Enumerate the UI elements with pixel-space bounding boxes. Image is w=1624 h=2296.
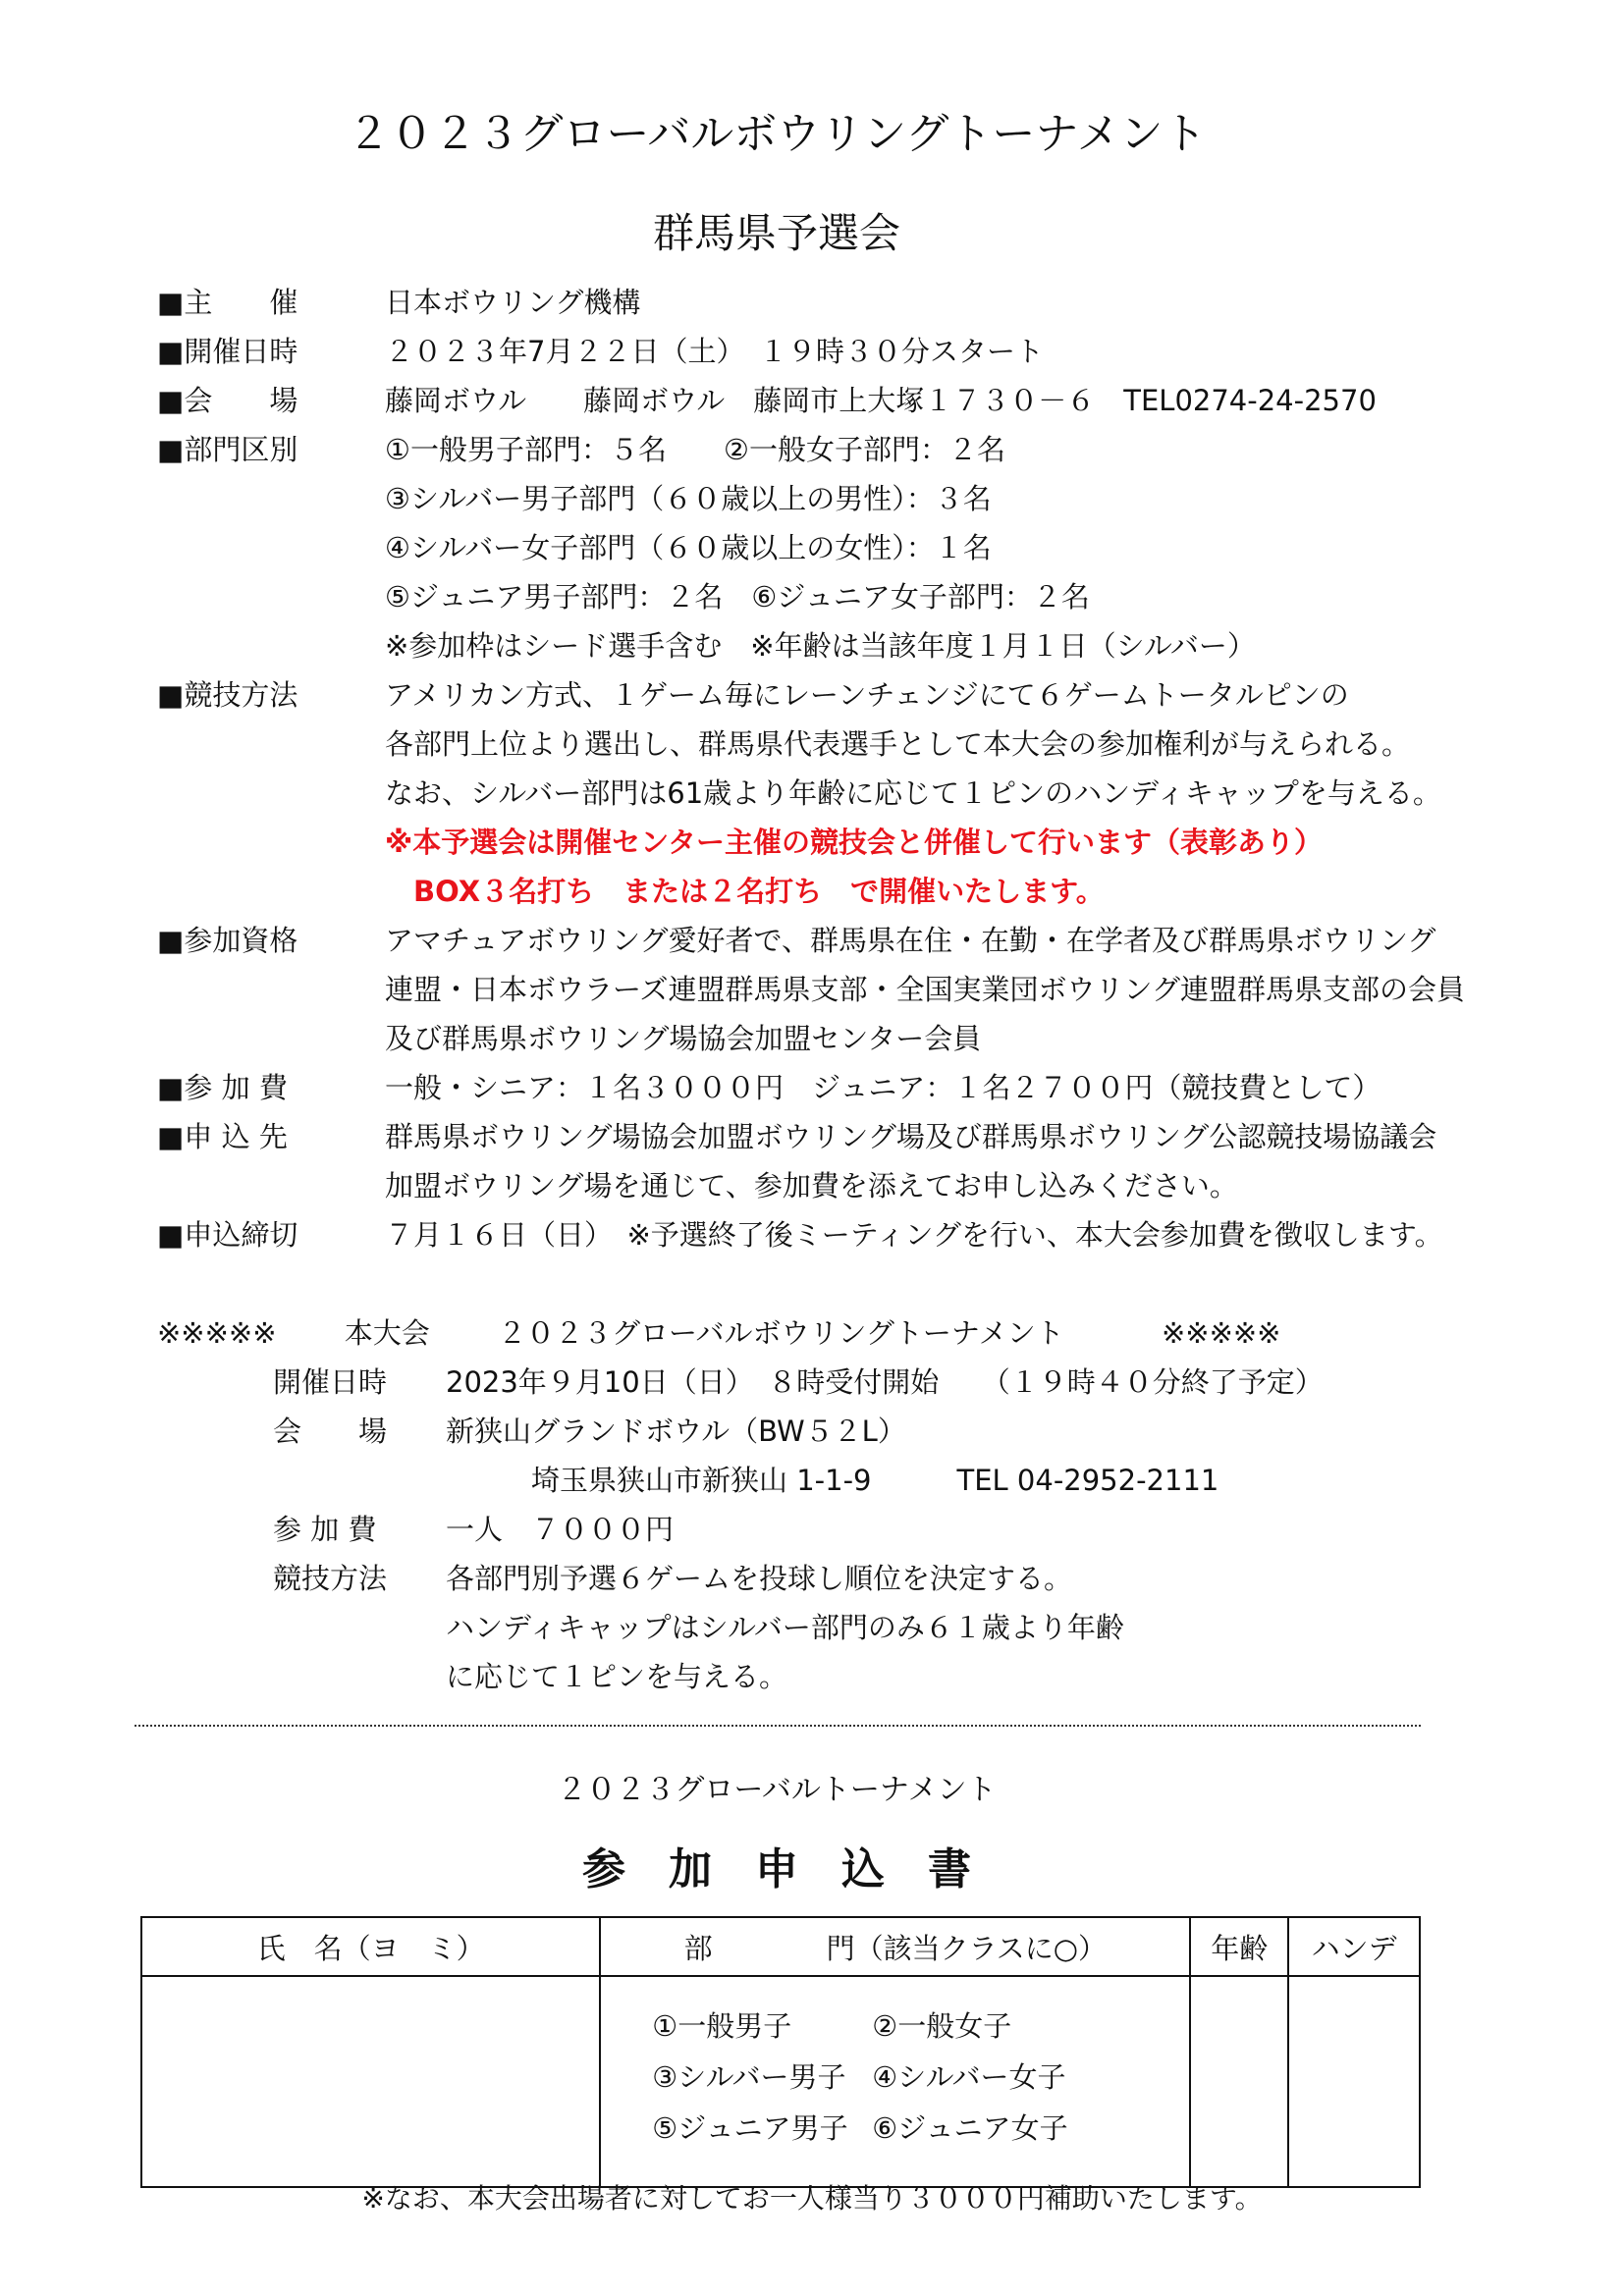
main-event-name: ２０２３グローバルボウリングトーナメント <box>497 1316 1064 1350</box>
column-header-name: 氏 名（ヨ ミ） <box>141 1917 600 1976</box>
detail-value: 藤岡ボウル 藤岡ボウル 藤岡市上大塚１７３０－６ TEL0274-24-2570 <box>385 384 1377 417</box>
page-subtitle: 群馬県予選会 <box>652 209 900 257</box>
division-option[interactable]: ⑥ジュニア女子 <box>872 2111 1068 2145</box>
detail-value: ⑤ジュニア男子部門：２名 ⑥ジュニア女子部門：２名 <box>385 580 1090 614</box>
cut-line-divider <box>135 1725 1421 1727</box>
detail-value: 連盟・日本ボウラーズ連盟群馬県支部・全国実業団ボウリング連盟群馬県支部の会員 <box>385 973 1465 1006</box>
main-event-row-label: 参 加 費 <box>273 1513 377 1546</box>
division-options-cell <box>600 1976 1190 2187</box>
division-option[interactable]: ③シルバー男子 <box>652 2060 846 2094</box>
main-event-header <box>157 1308 1280 1358</box>
main-event-row-value: 新狭山グランドボウル（BW５２L） <box>446 1415 906 1448</box>
main-event-label: 本大会 <box>344 1316 430 1350</box>
main-event-row-label: 競技方法 <box>273 1562 388 1595</box>
main-event-row-value: ハンディキャップはシルバー部門のみ６１歳より年齢 <box>446 1611 1124 1644</box>
column-header-age: 年齢 <box>1190 1917 1288 1976</box>
division-option[interactable]: ④シルバー女子 <box>872 2060 1066 2094</box>
main-event-row-value: 一人 ７０００円 <box>446 1513 675 1546</box>
detail-value: 群馬県ボウリング場協会加盟ボウリング場及び群馬県ボウリング公認競技場協議会 <box>385 1120 1437 1153</box>
asterisk-marks-right: ※※※※※ <box>1161 1316 1281 1350</box>
detail-value: ２０２３年7月２２日（土） １９時３０分スタート <box>385 335 1044 368</box>
name-entry-cell[interactable] <box>141 1976 600 2187</box>
detail-label: ■開催日時 <box>157 335 298 368</box>
form-heading: ２０２３グローバルトーナメント <box>557 1773 997 1807</box>
detail-label: ■申 込 先 <box>157 1120 288 1153</box>
asterisk-marks-left: ※※※※※ <box>157 1316 277 1350</box>
main-event-row-value: 埼玉県狭山市新狭山 1-1-9 TEL 04-2952-2111 <box>446 1464 1219 1497</box>
detail-value: 一般・シニア：１名３０００円 ジュニア：１名２７００円（競技費として） <box>385 1071 1381 1104</box>
handicap-entry-cell[interactable] <box>1288 1976 1420 2187</box>
division-option[interactable]: ⑤ジュニア男子 <box>652 2111 848 2145</box>
detail-value: なお、シルバー部門は61歳より年齢に応じて１ピンのハンディキャップを与える。 <box>385 776 1441 810</box>
detail-label: ■競技方法 <box>157 678 298 712</box>
detail-value: 及び群馬県ボウリング場協会加盟センター会員 <box>385 1022 982 1055</box>
form-header-row <box>141 1917 1420 1976</box>
division-option[interactable]: ②一般女子 <box>872 2009 1012 2043</box>
form-entry-row <box>141 1976 1420 2187</box>
notice-red: BOX３名打ち または２名打ち で開催いたします。 <box>385 875 1105 908</box>
application-form-table <box>140 1916 1421 2188</box>
detail-label: ■部門区別 <box>157 433 298 466</box>
division-option[interactable]: ①一般男子 <box>652 2009 792 2043</box>
main-event-row-label: 開催日時 <box>273 1365 388 1399</box>
detail-value: ③シルバー男子部門（６０歳以上の男性）：３名 <box>385 482 992 515</box>
detail-value: ※参加枠はシード選手含む ※年齢は当該年度１月１日（シルバー） <box>385 629 1256 663</box>
detail-label: ■参 加 費 <box>157 1071 288 1104</box>
form-title: 参 加 申 込 書 <box>582 1844 971 1895</box>
detail-value: ④シルバー女子部門（６０歳以上の女性）：１名 <box>385 531 992 564</box>
main-event-row-value: 各部門別予選６ゲームを投球し順位を決定する。 <box>446 1562 1073 1595</box>
detail-label: ■会 場 <box>157 384 298 417</box>
main-event-row-value: 2023年９月10日（日） ８時受付開始 （１９時４０分終了予定） <box>446 1365 1324 1399</box>
detail-label: ■参加資格 <box>157 924 298 957</box>
main-event-row-value: に応じて１ピンを与える。 <box>446 1660 788 1693</box>
detail-value: ７月１６日（日） ※予選終了後ミーティングを行い、本大会参加費を徴収します。 <box>385 1218 1443 1252</box>
detail-label: ■申込締切 <box>157 1218 298 1252</box>
page-title: ２０２３グローバルボウリングトーナメント <box>347 109 1207 159</box>
column-header-division: 部 門（該当クラスに○） <box>600 1917 1190 1976</box>
notice-red: ※本予選会は開催センター主催の競技会と併催して行います（表彰あり） <box>385 826 1324 859</box>
subsidy-footnote: ※なお、本大会出場者に対してお一人様当り３０００円補助いたします。 <box>361 2182 1263 2215</box>
column-header-handicap: ハンデ <box>1288 1917 1420 1976</box>
detail-value: アマチュアボウリング愛好者で、群馬県在住・在勤・在学者及び群馬県ボウリング <box>385 924 1436 957</box>
detail-value: 加盟ボウリング場を通じて、参加費を添えてお申し込みください。 <box>385 1169 1238 1202</box>
age-entry-cell[interactable] <box>1190 1976 1288 2187</box>
detail-value: 各部門上位より選出し、群馬県代表選手として本大会の参加権利が与えられる。 <box>385 727 1411 761</box>
detail-label: ■主 催 <box>157 286 298 319</box>
main-event-row-label: 会 場 <box>273 1415 388 1448</box>
detail-value: 日本ボウリング機構 <box>385 286 641 319</box>
detail-value: ①一般男子部門：５名 ②一般女子部門：２名 <box>385 433 1005 466</box>
detail-value: アメリカン方式、１ゲーム毎にレーンチェンジにて６ゲームトータルピンの <box>385 678 1349 712</box>
